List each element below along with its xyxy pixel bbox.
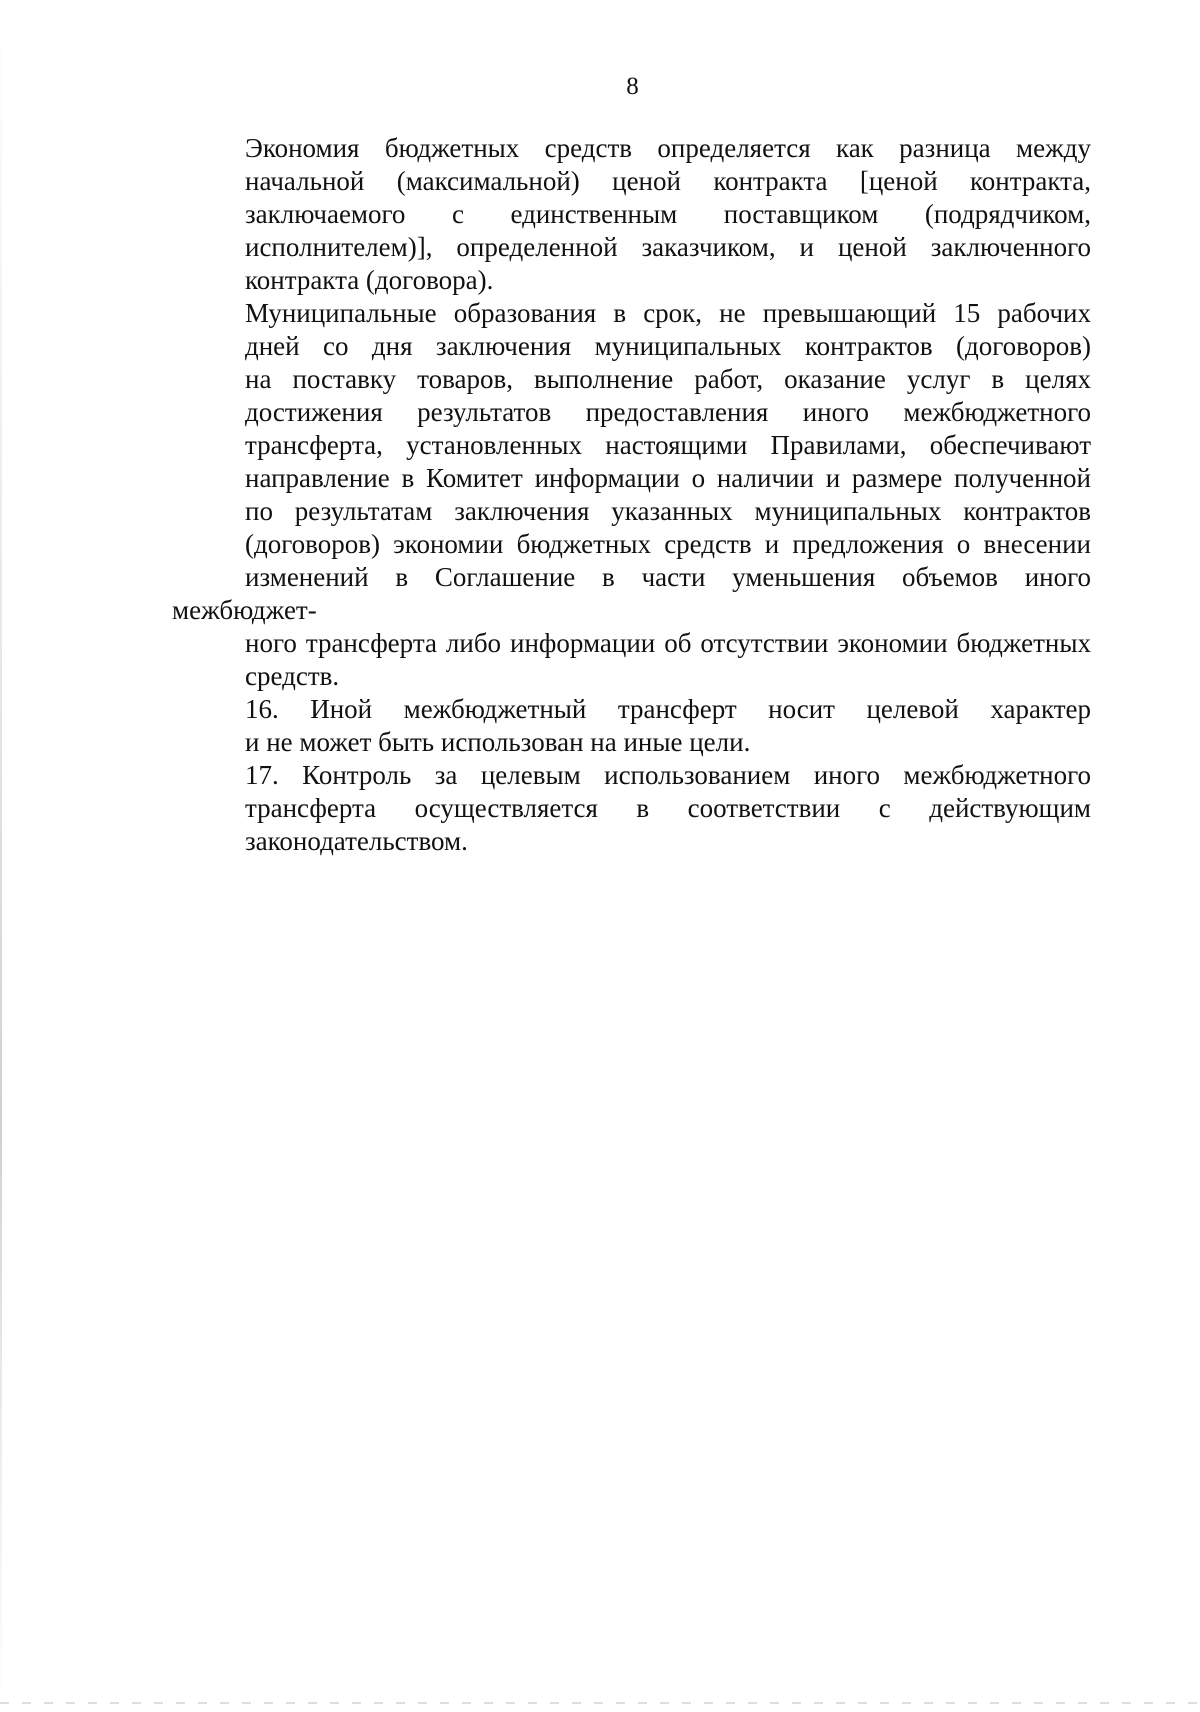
scan-edge-bottom xyxy=(0,1702,1200,1704)
text-line: 16. Иной межбюджетный трансферт носит целевой характер xyxy=(245,694,1091,724)
scan-edge-left xyxy=(0,0,2,1712)
text-line: трансферта осуществляется в соответствии с действующим xyxy=(245,793,1091,823)
text-line: по результатам заключения указанных муниципальных контрактов xyxy=(245,496,1091,526)
paragraph-budget-savings xyxy=(172,132,1091,297)
paragraph-municipal-reporting xyxy=(172,297,1091,693)
text-line: изменений в Соглашение в части уменьшения объемов иного межбюджет- xyxy=(172,562,1091,625)
text-line: исполнителем)], определенной заказчиком, и ценой заключенного xyxy=(245,232,1091,262)
paragraph-item-16 xyxy=(172,693,1091,759)
text-line: ного трансферта либо информации об отсутствии экономии бюджетных xyxy=(245,628,1091,658)
paragraph-item-17 xyxy=(172,759,1091,858)
text-line: достижения результатов предоставления иного межбюджетного xyxy=(245,397,1091,427)
document-body xyxy=(172,132,1091,858)
text-line: законодательством. xyxy=(245,826,468,856)
page-number: 8 xyxy=(626,73,639,100)
text-line: на поставку товаров, выполнение работ, оказание услуг в целях xyxy=(245,364,1091,394)
text-line: направление в Комитет информации о наличии и размере полученной xyxy=(245,463,1091,493)
text-line: заключаемого с единственным поставщиком (подрядчиком, xyxy=(245,199,1091,229)
text-line: дней со дня заключения муниципальных контрактов (договоров) xyxy=(245,331,1091,361)
text-line: 17. Контроль за целевым использованием иного межбюджетного xyxy=(245,760,1091,790)
text-line: (договоров) экономии бюджетных средств и предложения о внесении xyxy=(245,529,1091,559)
text-line: контракта (договора). xyxy=(245,265,494,295)
text-line: Экономия бюджетных средств определяется как разница между xyxy=(245,133,1091,163)
text-line: начальной (максимальной) ценой контракта [ценой контракта, xyxy=(245,166,1091,196)
text-line: Муниципальные образования в срок, не превышающий 15 рабочих xyxy=(245,298,1091,328)
text-line: и не может быть использован на иные цели. xyxy=(245,727,751,757)
text-line: трансферта, установленных настоящими Правилами, обеспечивают xyxy=(245,430,1091,460)
text-line: средств. xyxy=(245,661,340,691)
